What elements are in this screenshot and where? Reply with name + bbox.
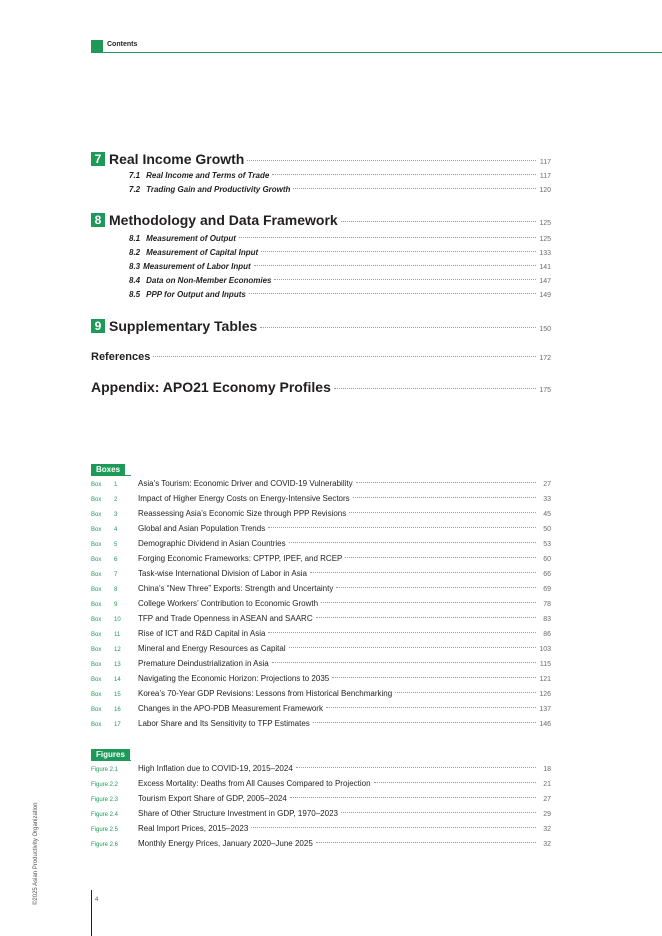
- figure-number: Figure 2.4: [91, 812, 119, 818]
- figures-heading: Figures: [91, 749, 130, 760]
- box-title: Forging Economic Frameworks: CPTPP, IPEF, and RCEP: [138, 554, 343, 563]
- page-number: 117: [539, 159, 551, 166]
- figure-number: Figure 2.3: [91, 797, 119, 803]
- box-label: Box: [91, 602, 102, 608]
- figure-entry[interactable]: [91, 824, 551, 833]
- dot-leader: [153, 356, 536, 357]
- dot-leader: [249, 293, 536, 294]
- box-number: 16: [114, 707, 121, 713]
- dot-leader: [349, 512, 536, 513]
- toc-references[interactable]: [91, 351, 551, 363]
- page-number: 18: [543, 766, 551, 773]
- box-label: Box: [91, 632, 102, 638]
- dot-leader: [254, 265, 536, 266]
- page-number: 133: [539, 250, 551, 257]
- box-label: Box: [91, 512, 102, 518]
- box-number: 10: [114, 617, 121, 623]
- section-number: 7.2: [129, 185, 141, 194]
- box-entry[interactable]: [91, 554, 551, 563]
- dot-leader: [289, 647, 536, 648]
- box-title: Premature Deindustrialization in Asia: [138, 659, 269, 668]
- box-entry[interactable]: [91, 509, 551, 518]
- page-number: 150: [539, 326, 551, 333]
- section-number: 8.4: [129, 276, 141, 285]
- box-entry[interactable]: [91, 524, 551, 533]
- dot-leader: [395, 692, 536, 693]
- page-number: 141: [539, 264, 551, 271]
- figure-entry[interactable]: [91, 809, 551, 818]
- box-title: Demographic Dividend in Asian Countries: [138, 539, 286, 548]
- chapter-number: 9: [91, 319, 105, 333]
- box-title: Navigating the Economic Horizon: Projections to 2035: [138, 674, 330, 683]
- page-number: 27: [543, 481, 551, 488]
- dot-leader: [293, 188, 536, 189]
- box-title: Global and Asian Population Trends: [138, 524, 266, 533]
- page-number: 103: [539, 646, 551, 653]
- toc-section-8-1[interactable]: [129, 234, 551, 243]
- dot-leader: [268, 632, 536, 633]
- box-number: 9: [114, 602, 118, 608]
- section-title: Real Income and Terms of Trade: [146, 171, 270, 180]
- box-title: Korea’s 70-Year GDP Revisions: Lessons from Historical Benchmarking: [138, 689, 393, 698]
- page-number: 29: [543, 811, 551, 818]
- box-entry[interactable]: [91, 674, 551, 683]
- figure-entry[interactable]: [91, 794, 551, 803]
- page-number: 33: [543, 496, 551, 503]
- dot-leader: [268, 527, 536, 528]
- box-title: China’s “New Three” Exports: Strength and Uncertainty: [138, 584, 334, 593]
- dot-leader: [334, 388, 536, 389]
- dot-leader: [326, 707, 536, 708]
- dot-leader: [374, 782, 536, 783]
- figure-title: High Inflation due to COVID-19, 2015–2024: [138, 764, 293, 773]
- box-label: Box: [91, 497, 102, 503]
- page-number: 147: [539, 278, 551, 285]
- box-title: College Workers’ Contribution to Economic Growth: [138, 599, 319, 608]
- dot-leader: [332, 677, 536, 678]
- section-number: 8.5: [129, 290, 141, 299]
- page-number: 175: [539, 387, 551, 394]
- page-number: 172: [539, 355, 551, 362]
- dot-leader: [251, 827, 536, 828]
- box-entry[interactable]: [91, 479, 551, 488]
- box-label: Box: [91, 527, 102, 533]
- box-number: 8: [114, 587, 118, 593]
- page-number: 60: [543, 556, 551, 563]
- toc-section-8-5[interactable]: [129, 290, 551, 299]
- page-number: 83: [543, 616, 551, 623]
- figure-entry[interactable]: [91, 764, 551, 773]
- page-number: 125: [539, 236, 551, 243]
- box-label: Box: [91, 572, 102, 578]
- box-label: Box: [91, 722, 102, 728]
- figures-heading-rule: [91, 760, 131, 761]
- box-title: Reassessing Asia’s Economic Size through PPP Revisions: [138, 509, 347, 518]
- section-title: Measurement of Capital Input: [146, 248, 259, 257]
- box-number: 6: [114, 557, 118, 563]
- figure-title: Monthly Energy Prices, January 2020–June 2025: [138, 839, 313, 848]
- box-number: 17: [114, 722, 121, 728]
- toc-chapter-7[interactable]: [91, 151, 551, 167]
- box-entry[interactable]: [91, 584, 551, 593]
- page-number: 53: [543, 541, 551, 548]
- dot-leader: [356, 482, 536, 483]
- page-number: 115: [539, 661, 551, 668]
- figure-title: Real Import Prices, 2015–2023: [138, 824, 249, 833]
- box-number: 5: [114, 542, 118, 548]
- page-number: 126: [539, 691, 551, 698]
- chapter-number: 7: [91, 152, 105, 166]
- toc-section-7-2[interactable]: [129, 185, 551, 194]
- box-title: Asia’s Tourism: Economic Driver and COVID-19 Vulnerability: [138, 479, 353, 488]
- toc-section-8-3[interactable]: [129, 262, 551, 271]
- page-number: 32: [543, 826, 551, 833]
- section-number: 8.3: [129, 262, 141, 271]
- footer-rule: [91, 890, 92, 936]
- figure-number: Figure 2.1: [91, 767, 119, 773]
- chapter-number: 8: [91, 213, 105, 227]
- figure-number: Figure 2.2: [91, 782, 119, 788]
- page-number: 146: [539, 721, 551, 728]
- box-entry[interactable]: [91, 644, 551, 653]
- figure-number: Figure 2.6: [91, 842, 119, 848]
- page-number: 125: [539, 220, 551, 227]
- page-number: 66: [543, 571, 551, 578]
- box-number: 11: [114, 632, 121, 638]
- dot-leader: [336, 587, 536, 588]
- dot-leader: [272, 174, 536, 175]
- box-label: Box: [91, 692, 102, 698]
- box-entry[interactable]: [91, 659, 551, 668]
- box-entry[interactable]: [91, 599, 551, 608]
- page-number: 120: [539, 187, 551, 194]
- dot-leader: [239, 237, 536, 238]
- figure-entry[interactable]: [91, 839, 551, 848]
- section-number: 8.2: [129, 248, 141, 257]
- box-label: Box: [91, 557, 102, 563]
- box-title: Task-wise International Division of Labor in Asia: [138, 569, 307, 578]
- page-number: 45: [543, 511, 551, 518]
- box-title: Changes in the APO-PDB Measurement Framework: [138, 704, 323, 713]
- box-entry[interactable]: [91, 719, 551, 728]
- box-title: TFP and Trade Openness in ASEAN and SAARC: [138, 614, 313, 623]
- chapter-title: Supplementary Tables: [109, 318, 258, 334]
- figure-title: Tourism Export Share of GDP, 2005–2024: [138, 794, 287, 803]
- page-number: 69: [543, 586, 551, 593]
- box-number: 7: [114, 572, 118, 578]
- box-label: Box: [91, 587, 102, 593]
- box-title: Impact of Higher Energy Costs on Energy-Intensive Sectors: [138, 494, 350, 503]
- box-entry[interactable]: [91, 569, 551, 578]
- boxes-heading-rule: [91, 475, 131, 476]
- dot-leader: [289, 542, 536, 543]
- dot-leader: [290, 797, 536, 798]
- chapter-title: Methodology and Data Framework: [109, 212, 338, 228]
- figure-entry[interactable]: [91, 779, 551, 788]
- box-title: Rise of ICT and R&D Capital in Asia: [138, 629, 266, 638]
- page-number: 27: [543, 796, 551, 803]
- dot-leader: [313, 722, 536, 723]
- box-label: Box: [91, 662, 102, 668]
- header-rule: [91, 52, 662, 53]
- box-label: Box: [91, 482, 102, 488]
- box-title: Labor Share and Its Sensitivity to TFP Estimates: [138, 719, 310, 728]
- dot-leader: [296, 767, 536, 768]
- box-number: 14: [114, 677, 121, 683]
- page-number: 137: [539, 706, 551, 713]
- section-title: Data on Non-Member Economies: [146, 276, 272, 285]
- page-number: 78: [543, 601, 551, 608]
- dot-leader: [321, 602, 536, 603]
- box-label: Box: [91, 647, 102, 653]
- page-number: 21: [543, 781, 551, 788]
- boxes-heading: Boxes: [91, 464, 125, 475]
- dot-leader: [341, 221, 536, 222]
- box-entry[interactable]: [91, 704, 551, 713]
- dot-leader: [247, 160, 536, 161]
- toc-chapter-9[interactable]: [91, 318, 551, 334]
- box-label: Box: [91, 542, 102, 548]
- running-header: Contents: [107, 41, 138, 48]
- dot-leader: [272, 662, 536, 663]
- dot-leader: [316, 842, 536, 843]
- page-number: 32: [543, 841, 551, 848]
- appendix-title: Appendix: APO21 Economy Profiles: [91, 379, 331, 395]
- dot-leader: [310, 572, 536, 573]
- section-title: Measurement of Output: [146, 234, 236, 243]
- page-number: 86: [543, 631, 551, 638]
- figure-title: Share of Other Structure Investment in GDP, 1970–2023: [138, 809, 338, 818]
- box-number: 2: [114, 497, 118, 503]
- box-label: Box: [91, 617, 102, 623]
- page-number: 149: [539, 292, 551, 299]
- toc-section-7-1[interactable]: [129, 171, 551, 180]
- box-entry[interactable]: [91, 494, 551, 503]
- box-title: Mineral and Energy Resources as Capital: [138, 644, 286, 653]
- figure-title: Excess Mortality: Deaths from All Causes Compared to Projection: [138, 779, 371, 788]
- section-number: 7.1: [129, 171, 141, 180]
- box-number: 4: [114, 527, 118, 533]
- dot-leader: [345, 557, 536, 558]
- section-title: Measurement of Labor Input: [143, 262, 251, 271]
- toc-chapter-8[interactable]: [91, 212, 551, 228]
- box-number: 15: [114, 692, 121, 698]
- section-title: PPP for Output and Inputs: [146, 290, 246, 299]
- references-title: References: [91, 351, 151, 363]
- toc-section-8-2[interactable]: [129, 248, 551, 257]
- copyright-credit: ©2025 Asian Productivity Organization: [33, 802, 39, 905]
- box-number: 12: [114, 647, 121, 653]
- toc-section-8-4[interactable]: [129, 276, 551, 285]
- dot-leader: [261, 251, 536, 252]
- page-number: 50: [543, 526, 551, 533]
- chapter-title: Real Income Growth: [109, 151, 245, 167]
- box-entry[interactable]: [91, 614, 551, 623]
- figure-number: Figure 2.5: [91, 827, 119, 833]
- section-title: Trading Gain and Productivity Growth: [146, 185, 291, 194]
- dot-leader: [260, 327, 536, 328]
- dot-leader: [341, 812, 536, 813]
- page-number: 121: [539, 676, 551, 683]
- section-number: 8.1: [129, 234, 141, 243]
- dot-leader: [353, 497, 536, 498]
- box-label: Box: [91, 677, 102, 683]
- box-number: 3: [114, 512, 118, 518]
- footer-page-number: 4: [95, 897, 99, 903]
- header-marker: [91, 40, 103, 52]
- box-entry[interactable]: [91, 629, 551, 638]
- box-number: 1: [114, 482, 118, 488]
- toc-appendix[interactable]: [91, 379, 551, 395]
- box-label: Box: [91, 707, 102, 713]
- dot-leader: [274, 279, 536, 280]
- dot-leader: [316, 617, 536, 618]
- box-entry[interactable]: [91, 539, 551, 548]
- page-number: 117: [539, 173, 551, 180]
- box-entry[interactable]: [91, 689, 551, 698]
- box-number: 13: [114, 662, 121, 668]
